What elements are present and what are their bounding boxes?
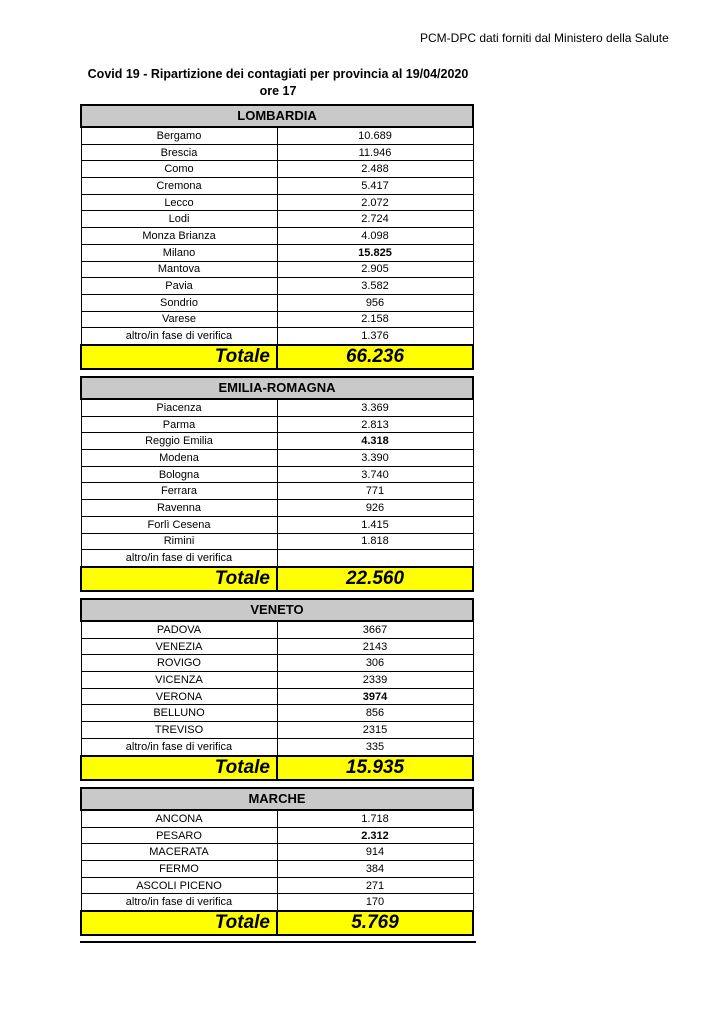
province-value: 1.818 — [277, 533, 473, 550]
table-row — [81, 672, 473, 689]
table-row — [81, 144, 473, 161]
province-name: MACERATA — [81, 844, 277, 861]
table-row — [81, 550, 473, 567]
province-name: Piacenza — [81, 399, 277, 416]
province-name: Modena — [81, 450, 277, 467]
table-row — [81, 500, 473, 517]
total-value: 15.935 — [277, 756, 473, 780]
total-row — [81, 567, 473, 591]
total-row — [81, 345, 473, 369]
province-value: 2.312 — [277, 827, 473, 844]
table-row — [81, 621, 473, 638]
province-value: 4.318 — [277, 433, 473, 450]
province-value: 2.724 — [277, 211, 473, 228]
province-name: Brescia — [81, 144, 277, 161]
province-name: PESARO — [81, 827, 277, 844]
province-name: Milano — [81, 244, 277, 261]
province-value: 2315 — [277, 722, 473, 739]
province-value: 4.098 — [277, 228, 473, 245]
province-value: 856 — [277, 705, 473, 722]
table-row — [81, 178, 473, 195]
province-name: VICENZA — [81, 672, 277, 689]
table-row — [81, 722, 473, 739]
province-name: Forlì Cesena — [81, 516, 277, 533]
province-name: Ferrara — [81, 483, 277, 500]
table-row — [81, 705, 473, 722]
province-name: PADOVA — [81, 621, 277, 638]
province-value: 10.689 — [277, 127, 473, 144]
province-value: 335 — [277, 738, 473, 755]
table-row — [81, 294, 473, 311]
province-value: 3.740 — [277, 466, 473, 483]
table-row — [81, 194, 473, 211]
province-value: 271 — [277, 877, 473, 894]
province-value: 11.946 — [277, 144, 473, 161]
province-name: Como — [81, 161, 277, 178]
province-value: 2.072 — [277, 194, 473, 211]
region-table-emilia-romagna — [80, 376, 474, 592]
table-row — [81, 399, 473, 416]
bottom-rule — [80, 941, 476, 943]
table-row — [81, 844, 473, 861]
province-name: Rimini — [81, 533, 277, 550]
province-name: ANCONA — [81, 810, 277, 827]
total-label: Totale — [81, 567, 277, 591]
table-row — [81, 827, 473, 844]
region-table-lombardia — [80, 104, 474, 370]
province-value: 2.158 — [277, 311, 473, 328]
table-row — [81, 738, 473, 755]
table-row — [81, 261, 473, 278]
province-name: Sondrio — [81, 294, 277, 311]
province-name: Bergamo — [81, 127, 277, 144]
province-value: 3.390 — [277, 450, 473, 467]
total-value: 22.560 — [277, 567, 473, 591]
province-value: 1.376 — [277, 328, 473, 345]
province-name: Pavia — [81, 278, 277, 295]
province-value: 1.415 — [277, 516, 473, 533]
province-value: 2.488 — [277, 161, 473, 178]
total-label: Totale — [81, 345, 277, 369]
table-row — [81, 533, 473, 550]
province-name: Cremona — [81, 178, 277, 195]
province-value: 306 — [277, 655, 473, 672]
province-value: 15.825 — [277, 244, 473, 261]
province-name: BELLUNO — [81, 705, 277, 722]
province-name: Lodi — [81, 211, 277, 228]
table-row — [81, 416, 473, 433]
province-name: altro/in fase di verifica — [81, 328, 277, 345]
table-row — [81, 228, 473, 245]
province-value: 2339 — [277, 672, 473, 689]
province-name: Ravenna — [81, 500, 277, 517]
province-name: Lecco — [81, 194, 277, 211]
province-name: VERONA — [81, 688, 277, 705]
table-row — [81, 655, 473, 672]
total-value: 66.236 — [277, 345, 473, 369]
province-name: altro/in fase di verifica — [81, 894, 277, 911]
table-row — [81, 211, 473, 228]
table-row — [81, 244, 473, 261]
region-table-marche — [80, 787, 474, 936]
table-row — [81, 894, 473, 911]
total-label: Totale — [81, 911, 277, 935]
total-value: 5.769 — [277, 911, 473, 935]
province-value: 5.417 — [277, 178, 473, 195]
province-name: Reggio Emilia — [81, 433, 277, 450]
region-header: EMILIA-ROMAGNA — [81, 377, 473, 399]
province-name: Mantova — [81, 261, 277, 278]
province-name: Monza Brianza — [81, 228, 277, 245]
province-value: 771 — [277, 483, 473, 500]
total-label: Totale — [81, 756, 277, 780]
province-value: 170 — [277, 894, 473, 911]
province-name: altro/in fase di verifica — [81, 550, 277, 567]
province-value: 1.718 — [277, 810, 473, 827]
region-table-veneto — [80, 598, 474, 781]
table-row — [81, 688, 473, 705]
table-row — [81, 516, 473, 533]
region-header: MARCHE — [81, 788, 473, 810]
province-value: 956 — [277, 294, 473, 311]
province-name: TREVISO — [81, 722, 277, 739]
province-value: 3.369 — [277, 399, 473, 416]
total-row — [81, 911, 473, 935]
table-row — [81, 433, 473, 450]
province-name: Varese — [81, 311, 277, 328]
total-row — [81, 756, 473, 780]
table-row — [81, 328, 473, 345]
province-name: altro/in fase di verifica — [81, 738, 277, 755]
table-row — [81, 466, 473, 483]
table-row — [81, 161, 473, 178]
province-value: 2.813 — [277, 416, 473, 433]
province-value: 3.582 — [277, 278, 473, 295]
table-row — [81, 483, 473, 500]
province-value: 384 — [277, 861, 473, 878]
province-name: Parma — [81, 416, 277, 433]
page-subtitle-time: ore 17 — [259, 84, 297, 98]
province-value: 926 — [277, 500, 473, 517]
page-title: Covid 19 - Ripartizione dei contagiati per provincia al 19/04/2020 — [87, 67, 469, 81]
table-row — [81, 278, 473, 295]
table-row — [81, 450, 473, 467]
region-header: VENETO — [81, 599, 473, 621]
table-row — [81, 311, 473, 328]
source-note: PCM-DPC dati forniti dal Ministero della Salute — [420, 31, 669, 45]
province-value: 2.905 — [277, 261, 473, 278]
province-value: 3974 — [277, 688, 473, 705]
table-row — [81, 638, 473, 655]
province-name: VENEZIA — [81, 638, 277, 655]
province-value: 2143 — [277, 638, 473, 655]
province-name: Bologna — [81, 466, 277, 483]
province-value: 914 — [277, 844, 473, 861]
table-row — [81, 127, 473, 144]
province-name: ASCOLI PICENO — [81, 877, 277, 894]
table-row — [81, 810, 473, 827]
region-header: LOMBARDIA — [81, 105, 473, 127]
province-name: FERMO — [81, 861, 277, 878]
province-name: ROVIGO — [81, 655, 277, 672]
table-row — [81, 877, 473, 894]
province-value — [277, 550, 473, 567]
table-row — [81, 861, 473, 878]
province-value: 3667 — [277, 621, 473, 638]
